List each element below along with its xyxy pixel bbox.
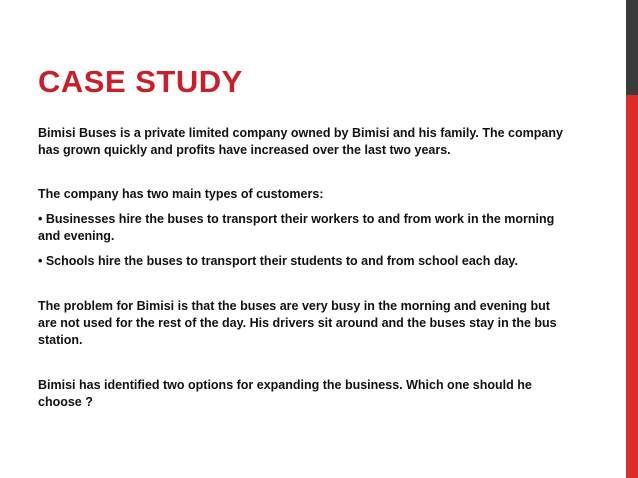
accent-bar-bottom xyxy=(626,95,638,478)
options-paragraph: Bimisi has identified two options for expanding the business. Which one should he choose ? xyxy=(38,378,532,409)
intro-paragraph: Bimisi Buses is a private limited company owned by Bimisi and his family. The company has grown quickly and profits have increased over the last two years. xyxy=(38,126,563,157)
accent-bar-top xyxy=(626,0,638,95)
bullet-businesses: • Businesses hire the buses to transport their workers to and from work in the morning and evening. xyxy=(38,212,555,243)
customer-types-paragraph: The company has two main types of customers: xyxy=(38,187,324,201)
problem-paragraph: The problem for Bimisi is that the buses are very busy in the morning and evening but are not used for the rest of the day. His drivers sit around and the buses stay in the bus station. xyxy=(38,299,557,347)
slide-body xyxy=(38,125,568,411)
bullet-schools: • Schools hire the buses to transport their students to and from school each day. xyxy=(38,254,518,268)
slide-title: CASE STUDY xyxy=(38,64,243,99)
